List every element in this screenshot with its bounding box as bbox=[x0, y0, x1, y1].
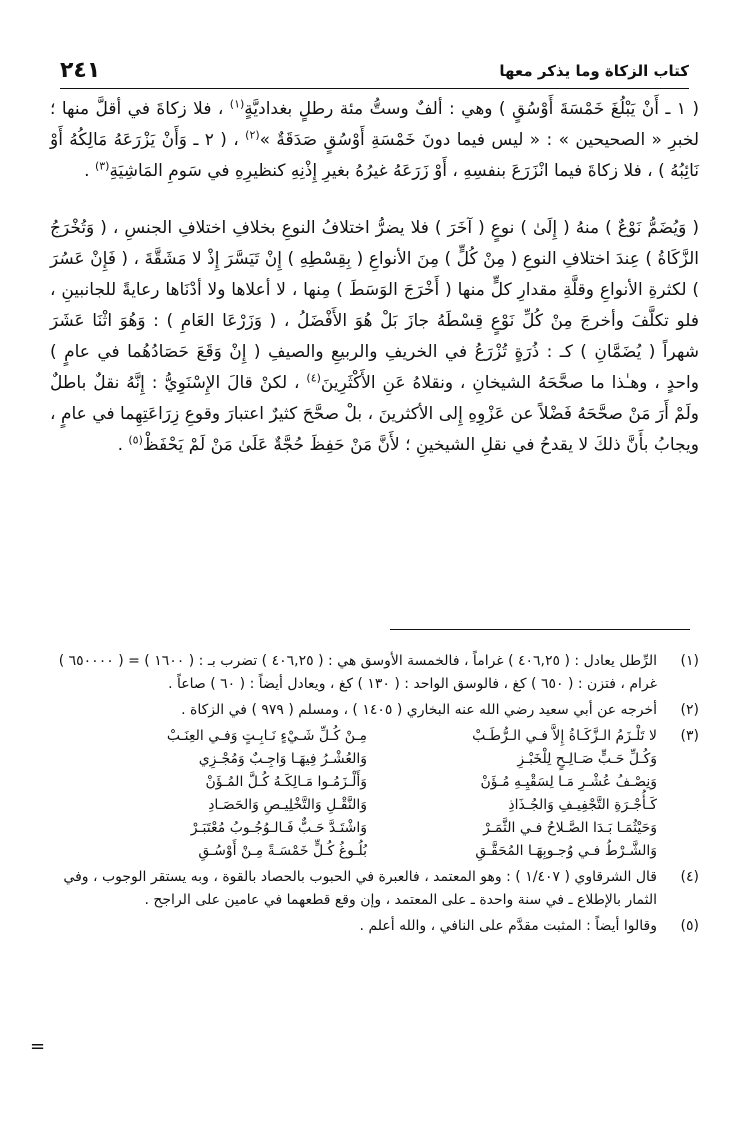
main-text bbox=[50, 94, 699, 461]
continuation-mark: = bbox=[30, 1036, 46, 1057]
verse-hemistich: بُلُـوغُ كُـلٍّ خَمْسَـةً مِـنْ أَوْسُـقِ bbox=[198, 843, 367, 859]
footnote-number: (٤) bbox=[680, 869, 699, 885]
footnote-number: (١) bbox=[680, 653, 699, 669]
footnote-3 bbox=[50, 725, 699, 863]
text-run: ، لكنْ قالَ الإِسْنَوِيُّ : إِنَّهُ نقلٌ باطلٌ ولَمْ أَرَ مَنْ صحَّحَهُ فَضْلاً عن عَزْوِهِ إِلى الأكثرينَ ، بلْ صحَّحَ كثيرٌ اعتبارَ وقوعِ زِرَاعَتِهِما في عامٍ ، ويجابُ بأَنَّ ذلكَ لا يقدحُ في نقلِ الشيخينِ ؛ لأَنَّ مَنْ حَفِظَ حُجَّةٌ عَلَىٰ مَنْ لَمْ يَحْفَظْ bbox=[50, 373, 699, 455]
paragraph-1 bbox=[50, 94, 699, 187]
footnote-number: (٢) bbox=[680, 702, 699, 718]
footnote-separator bbox=[390, 629, 690, 630]
verse-hemistich: وَالنَّقْـلِ وَالتَّخْلِيـصِ وَالحَصَـادِ bbox=[208, 797, 367, 813]
verse-hemistich: وَحَيْثُمَـا بَـدَا الصَّـلاحُ فـي الثَّمَـرْ bbox=[483, 820, 657, 836]
footnote-text: الرِّطل يعادل : ( ٤٠٦,٢٥ ) غراماً ، فالخمسة الأوسق هي : ( ٤٠٦,٢٥ ) تضرب بـ : ( ١٦٠٠ ) = ( ٦٥٠٠٠٠ ) غرام ، فتزن : ( ٦٥٠ ) كغ ، فالوسق الواحد : ( ١٣٠ ) كغ ، ويعادل أيضاً : ( ٦٠ ) صاعاً . bbox=[58, 653, 657, 692]
verse-hemistich: وَكُـلِّ حَـبٍّ صَـالِـحٍ لِلْخَبْـزِ bbox=[517, 751, 657, 767]
verse-hemistich: وَأَلْـزَمُـوا مَـالِكَـهُ كُـلَّ المُـؤَنْ bbox=[205, 774, 367, 790]
verse-hemistich: لا تَلْـزَمُ الـزَّكَـاةُ إِلاَّ فـي الـرُّطَـبْ bbox=[472, 728, 657, 744]
footnotes bbox=[50, 650, 699, 941]
footnote-text: قال الشرقاوي ( ١/٤٠٧ ) : وهو المعتمد ، فالعبرة في الحبوب بالحصاد بالقوة ، وبه يستقر الوجوب ، وفي الثمار بالإطلاع ـ في سنة واحدة ـ على المعتمد ، وإن وقع قطعهما في عامين على الراجح . bbox=[63, 869, 657, 908]
text-run: ، فلا زكاةَ في أقلَّ منها ؛ لخبرِ « الصحيحين » : « ليس فيما دونَ خَمْسَةِ أَوْسُقٍ صَدَقَةٌ » bbox=[50, 99, 699, 150]
footnote-number: (٥) bbox=[680, 918, 699, 934]
text-run: . bbox=[84, 161, 95, 181]
footnote-5 bbox=[50, 915, 699, 938]
verse-hemistich: وَالشَّـرْطُ فـي وُجـوبِهَـا المُحَقَّـقِ bbox=[475, 843, 657, 859]
footnote-text: أخرجه عن أبي سعيد رضي الله عنه البخاري ( ١٤٠٥ ) ، ومسلم ( ٩٧٩ ) في الزكاة . bbox=[181, 702, 657, 718]
verse-hemistich: وَنِصْـفُ عُشْـرِ مَـا لِسَقْيِـهِ مُـؤَنْ bbox=[480, 774, 657, 790]
text-run: ( وَيُضَمُّ نَوْعٌ ) منهُ ( إِلَىٰ ) نوعٍ ( آخَرَ ) فلا يضرُّ اختلافُ النوعِ بخلافِ اختلافِ الجنسِ ، ( وَتُخْرَجُ الزَّكَاةُ ) عِندَ اختلافِ النوعِ ( مِنْ كُلٍّ ) مِنَ الأنواعِ ( بِقِسْطِهِ ) إِنْ تَيَسَّرَ إِذْ لا مَشَقَّةَ ، ( فَإِنْ عَسُرَ ) لكثرةِ الأنواعِ وقلَّةِ مقدارِ كلٍّ منها ( أَخْرَجَ الوَسَطَ ) مِنها ، لا أعلاها ولا أدْنَاها رعايةً للجانبينِ ، فلو تكلَّفَ وأخرجَ مِنْ كُلِّ نَوْعٍ قِسْطَهُ جازَ بَلْ هُوَ الأَفْضَلُ ، ( وَزَرْعَا العَامِ ) : وَهُوَ اثْنَا عَشَرَ شهراً ( يُضَمَّانِ ) كـ : ذُرَةٍ تُزْرَعُ في الخريفِ والربيعِ والصيفِ ( إِنْ وَقَعَ حَصَادُهُما في عامٍ ) واحدٍ ، وهـٰذا ما صحَّحَهُ الشيخانِ ، ونقلاهُ عَنِ الأَكْثَرِينَ bbox=[50, 218, 699, 393]
footnote-4 bbox=[50, 866, 699, 912]
paragraph-2 bbox=[50, 213, 699, 461]
text-run: ، ( ٢ ـ وَأَنْ يَزْرَعَهُ مَالِكُهُ أَوْ نَائِبُهُ ) ، فلا زكاةَ فيما انْزَرَعَ بنفسِهِ ، أَوْ زَرَعَهُ غيرُهُ بغيرِ إِذْنِهِ كنظيرِهِ في سَومِ المَاشِيَةِ bbox=[50, 130, 699, 181]
footnote-ref-4: (٤) bbox=[306, 371, 321, 385]
footnote-ref-1: (١) bbox=[229, 97, 245, 111]
verse-hemistich: وَاشْتَـدَّ حَـبٌّ فَـالـوُجُـوبُ مُعْتَبَـرْ bbox=[190, 820, 367, 836]
verse-hemistich: كَـأُجْـرَةِ التَّجْفِيـفِ وَالجُـذَاذِ bbox=[508, 797, 657, 813]
page-number: ٢٤١ bbox=[60, 58, 101, 83]
verse-hemistich: مِـنْ كُـلِّ شَـيْءٍ نَـابِـتٍ وَفـي العِنَـبْ bbox=[166, 728, 367, 744]
footnote-2 bbox=[50, 699, 699, 722]
poem bbox=[137, 725, 657, 863]
verse-hemistich: وَالعُشْـرُ فِيهَـا وَاجِـبٌ وَمُجْـزِي bbox=[198, 751, 367, 767]
footnote-text: وقالوا أيضاً : المثبت مقدَّم على النافي ، والله أعلم . bbox=[359, 918, 657, 934]
running-header bbox=[60, 58, 689, 86]
text-run: . bbox=[117, 435, 129, 455]
footnote-ref-5: (٥) bbox=[128, 433, 143, 447]
footnote-ref-2: (٢) bbox=[245, 128, 260, 142]
footnote-ref-3: (٣) bbox=[94, 159, 110, 173]
footnote-1 bbox=[50, 650, 699, 696]
footnote-number: (٣) bbox=[680, 728, 699, 744]
running-title: كتاب الزكاة وما يذكر معها bbox=[499, 62, 689, 80]
header-rule bbox=[60, 88, 689, 89]
text-run: ( ١ ـ أَنْ يَبْلُغَ خَمْسَةَ أَوْسُقٍ ) وهي : ألفٌ وستُّ مئة رطلٍ بغداديَّةٍ bbox=[244, 99, 699, 119]
